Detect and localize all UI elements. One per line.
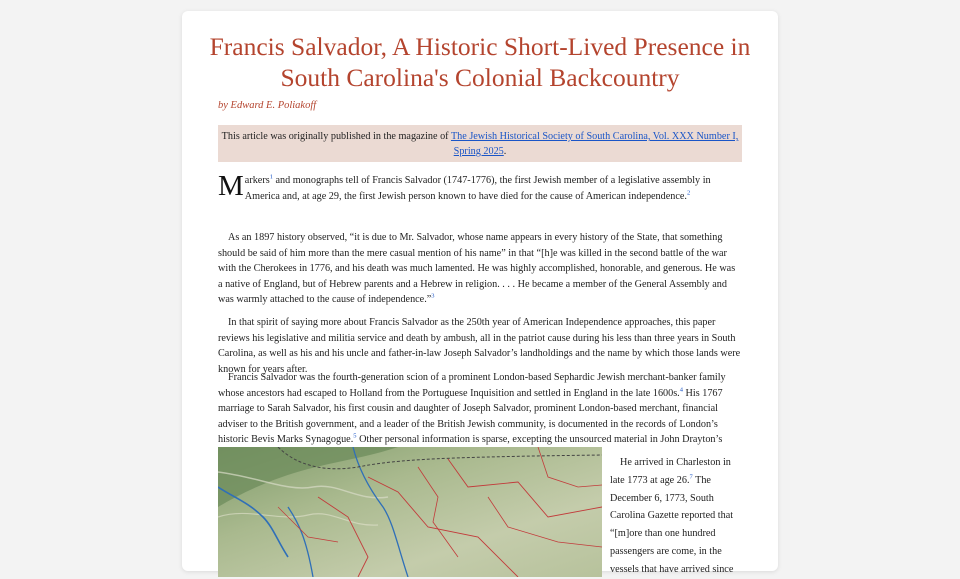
article-page — [182, 11, 778, 575]
footnote-link-2[interactable]: 2 — [686, 189, 691, 197]
paragraph-text: His 1767 marriage to Sarah Salvador, his first cousin and daughter of Joseph Salvador, prominent London-based merchant, financial adviser to the British government, and a leader of the British Jewish community, is documented in the records of London’s historic Bevis Marks Synagogue. — [218, 387, 723, 445]
notice-text: This article was originally published in the magazine of — [221, 131, 451, 142]
paragraph-2 — [218, 230, 742, 308]
article-title: Francis Salvador, A Historic Short-Lived Presence in South Carolina's Colonial Backcountry — [209, 32, 751, 92]
paragraph-text: Other personal information is sparse, excepting the unsourced material in John Drayton’s — [359, 434, 723, 445]
paragraph-text: arkers — [244, 175, 270, 186]
paragraph-1 — [218, 170, 742, 204]
footnote-link-1[interactable]: 1 — [269, 173, 273, 181]
article-byline: by Edward E. Poliakoff — [218, 100, 317, 111]
historical-map-image — [218, 447, 602, 577]
publication-link[interactable]: The Jewish Historical Society of South Carolina, Vol. XXX Number I, Spring 2025 — [450, 131, 739, 157]
paragraph-5 — [610, 454, 742, 579]
paragraph-text: As an 1897 history observed, “it is due to Mr. Salvador, whose name appears in every history of the State, that something should be said of him more than the mere casual mention of his name” in that “[h]e was killed in the second battle of the war with the Cherokees in 1776, and his death was much lamented. He was highly accomplished, honorable, and generous. He was a native of England, but of Hebrew parents and a Hebrew in religion. . . . He became a member of the General Assembly and was warmly attached to the cause of independence.” — [218, 232, 736, 305]
footnote-link-7[interactable]: 7 — [689, 473, 693, 481]
footnote-link-3[interactable]: 3 — [431, 292, 435, 300]
drop-cap: M — [218, 170, 244, 202]
footnote-link-4[interactable]: 4 — [679, 386, 683, 394]
paragraph-text: The December 6, 1773, South Carolina Gazette reported that “[m]ore than one hundred passengers are come, in the vessels that have arrived since — [610, 474, 734, 575]
publication-notice — [218, 125, 742, 162]
map-illustration — [218, 447, 602, 577]
footnote-link-5[interactable]: 5 — [353, 432, 357, 440]
paragraph-3 — [218, 315, 742, 377]
paragraph-text: and monographs tell of Francis Salvador (1747-1776), the first Jewish member of a legislative assembly in America and, at age 29, the first Jewish person known to have died for the cause of American independence. — [244, 175, 711, 202]
paragraph-text: In that spirit of saying more about Francis Salvador as the 250th year of American Independence approaches, this paper reviews his legislative and militia service and death by ambush, all in the patriot cause during his less than three years in South Carolina, as well as his and his uncle and father-in-law Joseph Salvador’s landholdings and the name by which those lands were known for years after. — [218, 317, 741, 375]
paragraph-text: Francis Salvador was the fourth-generation scion of a prominent London-based Sephardic Jewish merchant-banker family whose ancestors had escaped to Holland from the Portuguese Inquisition and settled in England in the late 1600s. — [218, 372, 726, 399]
notice-text-end: . — [503, 146, 507, 157]
paragraph-text: He arrived in Charleston in late 1773 at age 26. — [610, 457, 731, 486]
